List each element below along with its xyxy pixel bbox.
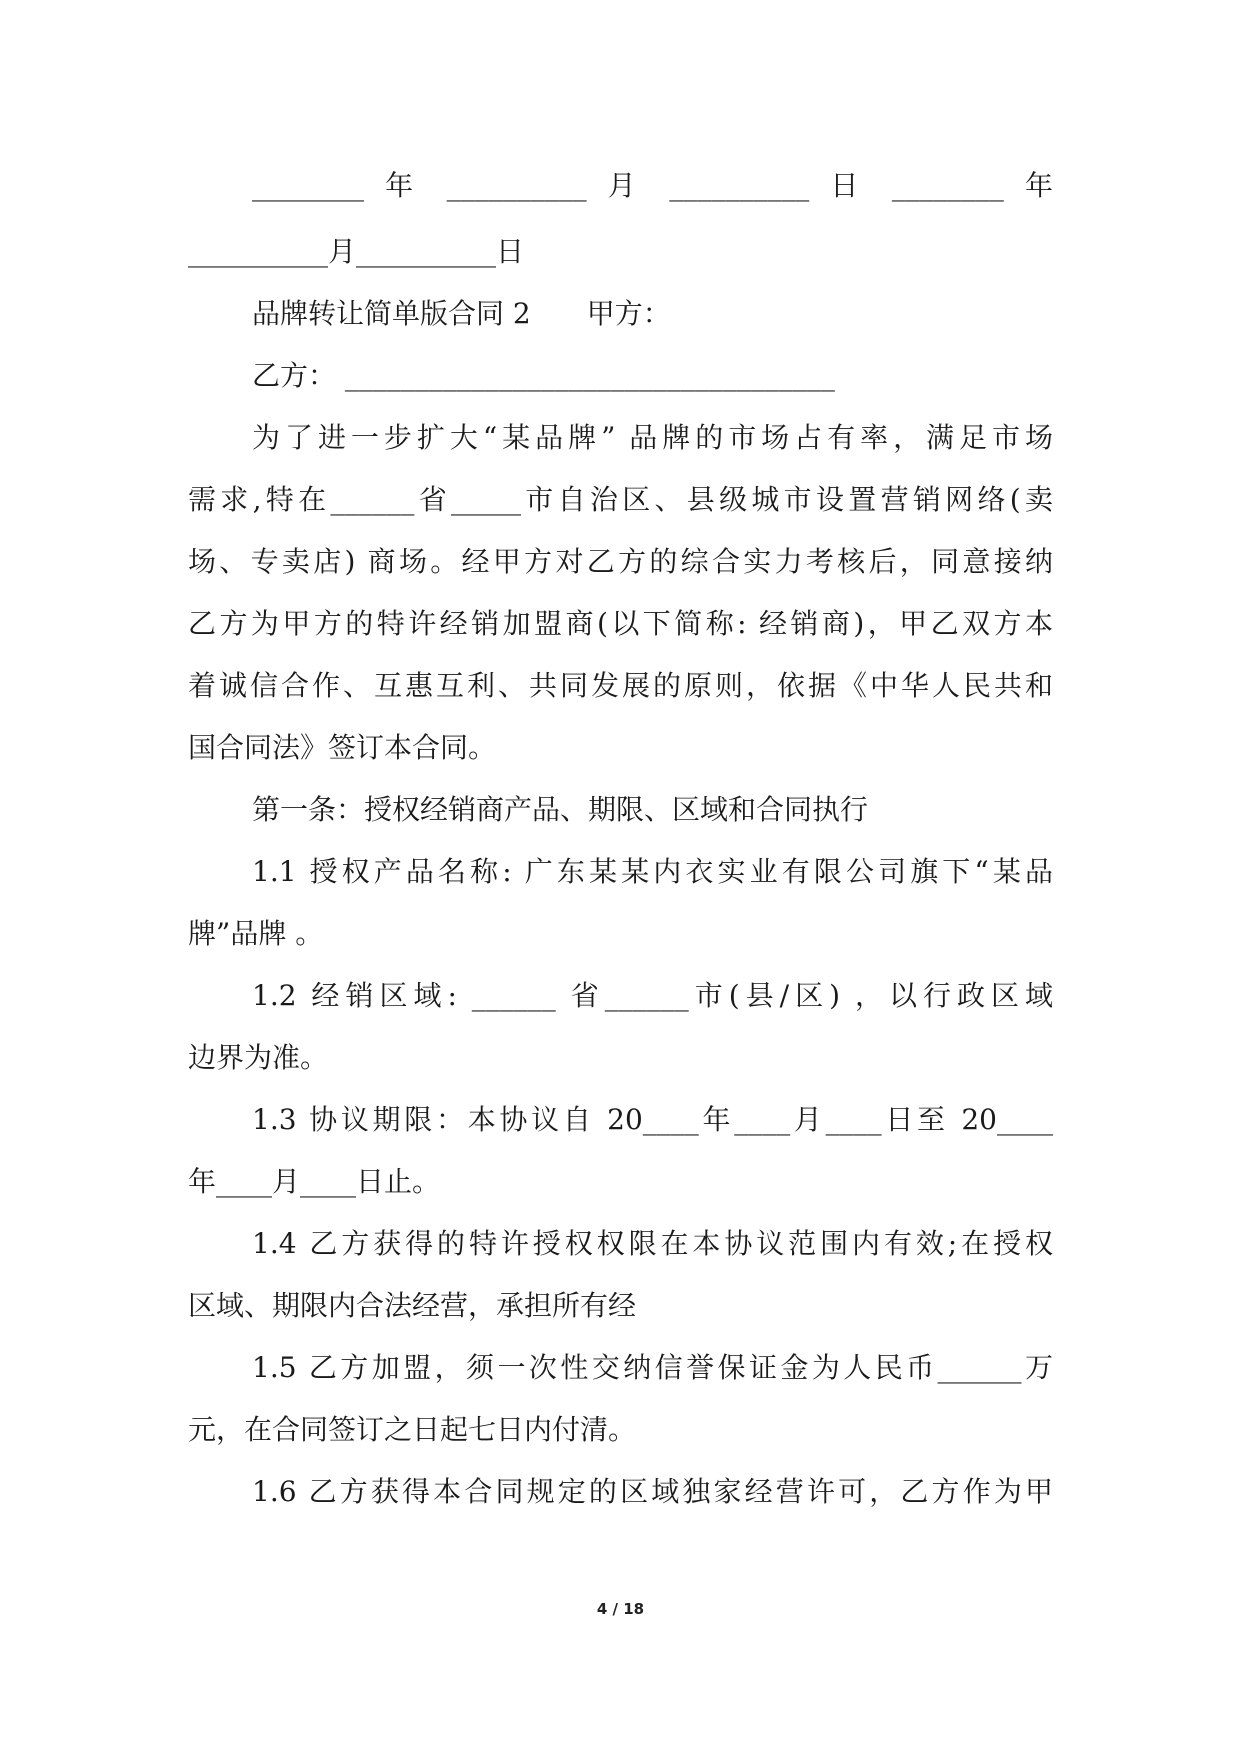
preamble-line-1: 为了进一步扩大“某品牌” 品牌的市场占有率，满足市场 xyxy=(252,421,1053,454)
clause-1-1-line-1: 1.1 授权产品名称: 广东某某内衣实业有限公司旗下“某品 xyxy=(252,855,1053,888)
clause-1-5-line-1: 1.5 乙方加盟，须一次性交纳信誉保证金为人民币______万 xyxy=(252,1351,1053,1384)
article-1-heading: 第一条：授权经销商产品、期限、区域和合同执行 xyxy=(252,793,869,826)
preamble-line-3: 场、专卖店) 商场。经甲方对乙方的综合实力考核后，同意接纳 xyxy=(188,545,1053,578)
preamble-line-4: 乙方为甲方的特许经销加盟商(以下简称: 经销商)，甲乙双方本 xyxy=(188,607,1053,640)
clause-1-4-line-1: 1.4 乙方获得的特许授权权限在本协议范围内有效;在授权 xyxy=(252,1227,1053,1260)
preamble-line-2: 需求,特在______省_____市自治区、县级城市设置营销网络(卖 xyxy=(188,483,1053,516)
date-line-2: __________月__________日 xyxy=(188,235,525,268)
clause-1-1-line-2: 牌”品牌 。 xyxy=(188,917,324,950)
preamble-line-5: 着诚信合作、互惠互利、共同发展的原则，依据《中华人民共和 xyxy=(188,669,1053,702)
document-body xyxy=(188,155,1053,1523)
party-b-line: 乙方： ___________________________________ xyxy=(252,359,835,392)
clause-1-2-line-2: 边界为准。 xyxy=(188,1041,329,1074)
clause-1-3-line-1: 1.3 协议期限：本协议自 20____年____月____日至 20____ xyxy=(252,1103,1053,1136)
clause-1-6-line-1: 1.6 乙方获得本合同规定的区域独家经营许可，乙方作为甲 xyxy=(252,1475,1053,1508)
clause-1-4-line-2: 区域、期限内合法经营，承担所有经 xyxy=(188,1289,637,1322)
contract-heading: 品牌转让简单版合同 2 甲方： xyxy=(252,297,671,330)
clause-1-2-line-1: 1.2 经销区域: ______ 省______市(县/区) ，以行政区域 xyxy=(252,979,1053,1012)
preamble-line-6: 国合同法》签订本合同。 xyxy=(188,731,497,764)
page-number: 4 / 18 xyxy=(596,1600,645,1618)
date-line-1: ________ 年 __________ 月 __________ 日 ________ 年 xyxy=(252,169,1053,202)
clause-1-5-line-2: 元，在合同签订之日起七日内付清。 xyxy=(188,1413,637,1446)
clause-1-3-line-2: 年____月____日止。 xyxy=(188,1165,441,1198)
